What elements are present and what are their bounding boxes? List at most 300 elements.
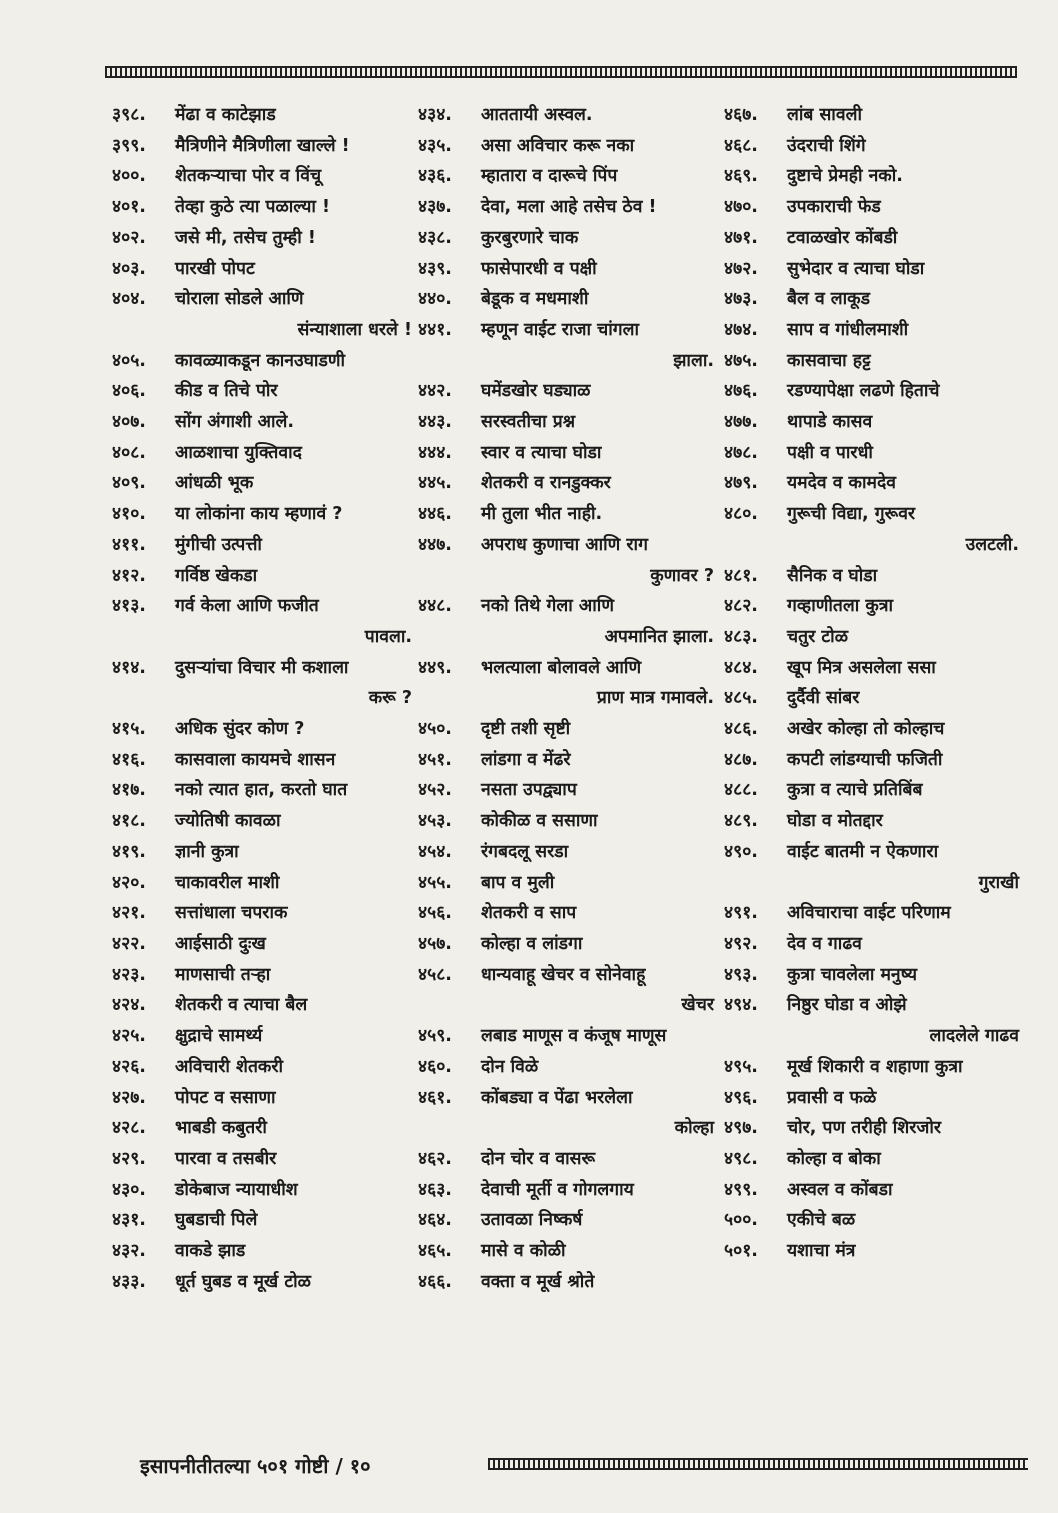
contents-entry [724, 1144, 1019, 1175]
entry-number: ४४१. [418, 319, 452, 340]
entry-number: ४६६. [418, 1271, 452, 1292]
contents-entry [724, 837, 1019, 868]
entry-title: दुष्टाचे प्रेमही नको. [787, 166, 903, 187]
entry-number: ४८४. [724, 657, 758, 678]
entry-title: दुसऱ्यांचा विचार मी कशाला [175, 657, 349, 678]
entry-number: ४५५. [418, 872, 452, 893]
contents-entry [724, 806, 1019, 837]
entry-number: ४८२. [724, 596, 758, 617]
entry-number: ४३०. [112, 1179, 146, 1200]
entry-title: मैत्रिणीने मैत्रिणीला खाल्ले ! [175, 135, 350, 156]
entry-number: ४७०. [724, 197, 758, 218]
entry-title: अविचारी शेतकरी [175, 1056, 284, 1077]
entry-title: सैनिक व घोडा [787, 565, 878, 586]
entry-number: ४२९. [112, 1148, 146, 1169]
entry-title-continuation: झाला. [673, 350, 714, 371]
contents-entry [724, 192, 1019, 223]
entry-title: उतावळा निष्कर्ष [481, 1210, 583, 1231]
contents-entry [724, 561, 1019, 592]
entry-title: लांडगा व मेंढरे [481, 749, 571, 770]
entry-number: ४५३. [418, 811, 452, 832]
contents-entry [112, 1052, 412, 1083]
entry-number: ४२८. [112, 1118, 146, 1139]
contents-entry [418, 806, 714, 837]
contents-entry [724, 929, 1019, 960]
contents-entry [418, 530, 714, 561]
entry-title: यशाचा मंत्र [787, 1241, 856, 1262]
entry-title: घमेंडखोर घड्याळ [481, 381, 591, 402]
entry-title: कोल्हा व बोका [787, 1148, 881, 1169]
entry-title: टवाळखोर कोंबडी [787, 227, 898, 248]
entry-title: कासवाला कायमचे शासन [175, 749, 336, 770]
entry-number: ४५०. [418, 719, 452, 740]
entry-number: ४६७. [724, 105, 758, 125]
entry-number: ४३४. [418, 105, 452, 125]
entry-title: म्हणून वाईट राजा चांगला [481, 319, 639, 340]
contents-entry [418, 1144, 714, 1175]
entry-title: म्हातारा व दारूचे पिंप [481, 166, 618, 187]
contents-entry [724, 775, 1019, 806]
entry-title: शेतकरी व रानडुक्कर [481, 473, 611, 494]
entry-number: ४१३. [112, 596, 146, 617]
entry-number: ४३३. [112, 1271, 146, 1292]
entry-title: वाईट बातमी न ऐकणारा [787, 841, 939, 862]
entry-number: ४१४. [112, 657, 146, 678]
entry-number: ४७८. [724, 442, 758, 463]
contents-entry [724, 960, 1019, 991]
entry-number: ४८१. [724, 565, 758, 586]
contents-entry [724, 1052, 1019, 1083]
contents-entry [724, 438, 1019, 469]
entry-title: स्वार व त्याचा घोडा [481, 442, 602, 463]
entry-title: ज्ञानी कुत्रा [175, 841, 239, 862]
entry-number: ४०२. [112, 227, 146, 248]
entry-title: आईसाठी दुःख [175, 933, 266, 954]
entry-title: नसता उपद्व्याप [481, 780, 577, 801]
contents-entry [418, 837, 714, 868]
contents-entry [724, 898, 1019, 929]
contents-entry [112, 530, 412, 561]
entry-title: यमदेव व कामदेव [787, 473, 897, 494]
entry-number: ४४३. [418, 412, 452, 433]
entry-title: माणसाची तऱ्हा [175, 964, 271, 985]
entry-title: कावळ्याकडून कानउघाडणी [175, 350, 346, 371]
entry-title: अखेर कोल्हा तो कोल्हाच [787, 719, 945, 740]
contents-entry [418, 1021, 714, 1052]
entry-title: बेडूक व मधमाशी [481, 289, 589, 310]
entry-number: ४९४. [724, 995, 758, 1016]
entry-title: गर्विष्ठ खेकडा [175, 565, 258, 586]
entry-number: ४४६. [418, 504, 452, 525]
entry-number: ४७९. [724, 473, 758, 494]
entry-number: ४४९. [418, 657, 452, 678]
contents-entry [112, 990, 412, 1021]
entry-number: ४३६. [418, 166, 452, 187]
entry-title: रडण्यापेक्षा लढणे हिताचे [787, 381, 940, 402]
entry-title: दोन चोर व वासरू [481, 1148, 596, 1169]
contents-entry [724, 1083, 1019, 1114]
entry-title: साप व गांधीलमाशी [787, 319, 909, 340]
contents-entry [724, 254, 1019, 285]
entry-number: ४२२. [112, 933, 146, 954]
entry-number: ४९२. [724, 933, 758, 954]
entry-title: मेंढा व काटेझाड [175, 105, 276, 125]
entry-number: ४८०. [724, 504, 758, 525]
entry-number: ४०१. [112, 197, 146, 218]
entry-title: कुत्रा व त्याचे प्रतिबिंब [787, 780, 923, 801]
entry-title: लबाड माणूस व कंजूष माणूस [481, 1026, 667, 1047]
entry-number: ४१८. [112, 811, 146, 832]
entry-title: बाप व मुली [481, 872, 555, 893]
contents-entry [418, 161, 714, 192]
entry-title: पारवा व तसबीर [175, 1148, 277, 1169]
entry-number: ४१६. [112, 749, 146, 770]
entry-title-continuation: करू ? [368, 688, 412, 709]
entry-number: ४७३. [724, 289, 758, 310]
contents-entry [112, 1175, 412, 1206]
entry-number: ४९०. [724, 841, 758, 862]
entry-number: ४६४. [418, 1210, 452, 1231]
contents-entry [724, 499, 1019, 530]
contents-entry [724, 315, 1019, 346]
entry-number: ३९९. [112, 135, 146, 156]
contents-entry [724, 591, 1019, 622]
contents-entry [418, 438, 714, 469]
entry-number: ४०३. [112, 258, 146, 279]
entry-title: कोंबड्या व पेंढा भरलेला [481, 1087, 633, 1108]
bottom-ornamental-border [488, 1458, 1028, 1470]
contents-entry [724, 407, 1019, 438]
contents-entry [418, 591, 714, 622]
entry-number: ४६५. [418, 1241, 452, 1262]
contents-entry [418, 929, 714, 960]
entry-number: ४२७. [112, 1087, 146, 1108]
entry-title: घुबडाची पिले [175, 1210, 258, 1231]
entry-title: देवा, मला आहे तसेच ठेव ! [481, 197, 657, 218]
entry-title: सरस्वतीचा प्रश्न [481, 412, 576, 433]
entry-title: या लोकांना काय म्हणावं ? [175, 504, 343, 525]
entry-number: ४५४. [418, 841, 452, 862]
contents-entry [112, 1021, 412, 1052]
contents-entry [112, 499, 412, 530]
entry-number: ४२६. [112, 1056, 146, 1077]
entry-title: थापाडे कासव [787, 412, 873, 433]
entry-number: ४१५. [112, 719, 146, 740]
contents-entry [112, 468, 412, 499]
entry-number: ४६२. [418, 1148, 452, 1169]
entry-title: धूर्त घुबड व मूर्ख टोळ [175, 1271, 311, 1292]
contents-entry [112, 100, 412, 131]
entry-number: ४४०. [418, 289, 452, 310]
entry-title: चाकावरील माशी [175, 872, 280, 893]
entry-title: फासेपारधी व पक्षी [481, 258, 597, 279]
entry-title: शेतकऱ्याचा पोर व विंचू [175, 166, 322, 187]
entry-number: ४८५. [724, 688, 758, 709]
contents-entry [112, 591, 412, 622]
entry-number: ४८९. [724, 811, 758, 832]
entry-number: ४५१. [418, 749, 452, 770]
entry-title-continuation: कुणावर ? [650, 565, 714, 586]
entry-title-continuation: अपमानित झाला. [604, 626, 714, 647]
contents-entry [724, 376, 1019, 407]
entry-title-continuation: प्राण मात्र गमावले. [596, 688, 714, 709]
entry-number: ४४४. [418, 442, 452, 463]
entry-title: आळशाचा युक्तिवाद [175, 442, 302, 463]
entry-number: ४४५. [418, 473, 452, 494]
entry-title: दुर्दैवी सांबर [787, 688, 860, 709]
contents-entry [724, 161, 1019, 192]
entry-title-continuation: कोल्हा [674, 1118, 714, 1139]
entry-number: ४२४. [112, 995, 146, 1016]
contents-entry [418, 898, 714, 929]
entry-title: उपकाराची फेड [787, 197, 881, 218]
entry-number: ४०६. [112, 381, 146, 402]
entry-title: गर्व केला आणि फजीत [175, 596, 319, 617]
contents-entry [112, 1205, 412, 1236]
entry-number: ४९३. [724, 964, 758, 985]
entry-title: कासवाचा हट्ट [787, 350, 871, 371]
entry-title: वक्ता व मूर्ख श्रोते [481, 1271, 595, 1292]
contents-entry [418, 1083, 714, 1114]
entry-number: ४९७. [724, 1118, 758, 1139]
entry-title: एकीचे बळ [787, 1210, 856, 1231]
contents-entry [418, 868, 714, 899]
contents-entry [112, 653, 412, 684]
contents-column-3 [724, 100, 1019, 1267]
entry-number: ४७२. [724, 258, 758, 279]
entry-number: ४३५. [418, 135, 452, 156]
entry-number: ४५९. [418, 1026, 452, 1047]
entry-number: ४०८. [112, 442, 146, 463]
entry-number: ४७१. [724, 227, 758, 248]
entry-title: चतुर टोळ [787, 626, 848, 647]
contents-entry [418, 499, 714, 530]
entry-number: ४६९. [724, 166, 758, 187]
contents-entry [112, 223, 412, 254]
entry-number: ४७७. [724, 412, 758, 433]
entry-title: दोन विळे [481, 1056, 539, 1077]
entry-title-continuation: पावला. [364, 626, 412, 647]
entry-number: ४५७. [418, 933, 452, 954]
contents-entry [112, 1144, 412, 1175]
entry-number: ४४२. [418, 381, 452, 402]
contents-entry [724, 990, 1019, 1021]
entry-number: ४७४. [724, 319, 758, 340]
entry-number: ४२३. [112, 964, 146, 985]
entry-title: पारखी पोपट [175, 258, 255, 279]
entry-number: ४३८. [418, 227, 452, 248]
entry-title: मुंगीची उत्पत्ती [175, 534, 262, 555]
contents-entry [112, 254, 412, 285]
entry-number: ४३१. [112, 1210, 146, 1231]
contents-entry [112, 929, 412, 960]
entry-number: ५००. [724, 1210, 758, 1231]
contents-column-2 [418, 100, 714, 1297]
contents-entry [418, 192, 714, 223]
entry-title: कुत्रा चावलेला मनुष्य [787, 964, 917, 985]
entry-title: अस्वल व कोंबडा [787, 1179, 893, 1200]
contents-entry [112, 1236, 412, 1267]
contents-entry [112, 837, 412, 868]
entry-title: देव व गाढव [787, 933, 862, 954]
contents-entry [112, 346, 412, 377]
contents-entry [724, 346, 1019, 377]
contents-entry [418, 315, 714, 346]
contents-entry [418, 468, 714, 499]
contents-entry [112, 192, 412, 223]
contents-entry [418, 1236, 714, 1267]
entry-number: ४६१. [418, 1087, 452, 1108]
entry-title: सत्तांधाला चपराक [175, 903, 288, 924]
contents-entry [724, 745, 1019, 776]
entry-title: मी तुला भीत नाही. [481, 504, 603, 525]
entry-title: अविचाराचा वाईट परिणाम [787, 903, 951, 924]
entry-number: ४८७. [724, 749, 758, 770]
contents-entry [112, 161, 412, 192]
contents-entry [112, 868, 412, 899]
entry-number: ४३९. [418, 258, 452, 279]
contents-entry [418, 131, 714, 162]
contents-entry [112, 1083, 412, 1114]
entry-number: ४९६. [724, 1087, 758, 1108]
entry-number: ४४७. [418, 534, 452, 555]
contents-entry [112, 376, 412, 407]
contents-entry [112, 1113, 412, 1144]
entry-title: गुरूची विद्या, गुरूवर [787, 504, 916, 525]
entry-title: खूप मित्र असलेला ससा [787, 657, 936, 678]
entry-title: आंधळी भूक [175, 473, 254, 494]
entry-number: ४००. [112, 166, 146, 187]
entry-title: अधिक सुंदर कोण ? [175, 719, 305, 740]
contents-entry [418, 745, 714, 776]
contents-entry [418, 223, 714, 254]
entry-title: नको तिथे गेला आणि [481, 596, 614, 617]
entry-number: ४६३. [418, 1179, 452, 1200]
contents-entry [418, 284, 714, 315]
entry-title: भाबडी कबुतरी [175, 1118, 267, 1139]
entry-number: ४९१. [724, 903, 758, 924]
contents-entry [418, 653, 714, 684]
contents-entry [112, 806, 412, 837]
entry-number: ४४८. [418, 596, 452, 617]
entry-title-continuation: खेचर [681, 995, 714, 1016]
entry-title: पक्षी व पारधी [787, 442, 873, 463]
contents-entry [724, 1175, 1019, 1206]
entry-number: ४०९. [112, 473, 146, 494]
entry-title-continuation: लादलेले गाढव [929, 1026, 1019, 1047]
entry-number: ४१९. [112, 841, 146, 862]
entry-title: भलत्याला बोलावले आणि [481, 657, 642, 678]
entry-number: ४८३. [724, 626, 758, 647]
entry-number: ४२१. [112, 903, 146, 924]
contents-entry [724, 468, 1019, 499]
entry-number: ५०१. [724, 1241, 758, 1262]
entry-number: ४१२. [112, 565, 146, 586]
entry-title: घोडा व मोतद्दार [787, 811, 883, 832]
entry-number: ४०४. [112, 289, 146, 310]
entry-number: ४०५. [112, 350, 146, 371]
entry-title: तेव्हा कुठे त्या पळाल्या ! [175, 197, 331, 218]
entry-title: मूर्ख शिकारी व शहाणा कुत्रा [787, 1056, 963, 1077]
entry-number: ४९८. [724, 1148, 758, 1169]
entry-title: आततायी अस्वल. [481, 105, 593, 125]
entry-title-continuation: उलटली. [965, 534, 1019, 555]
entry-title: शेतकरी व साप [481, 903, 577, 924]
entry-title: गव्हाणीतला कुत्रा [787, 596, 894, 617]
page-footer: इसापनीतीतल्या ५०१ गोष्टी / १० [140, 1454, 371, 1478]
entry-title: देवाची मूर्ती व गोगलगाय [481, 1179, 634, 1200]
entry-title: चोर, पण तरीही शिरजोर [787, 1118, 942, 1139]
entry-title: बैल व लाकूड [787, 289, 870, 310]
contents-entry [724, 1236, 1019, 1267]
contents-column-1 [112, 100, 412, 1297]
entry-title: नको त्यात हात, करतो घात [175, 780, 348, 801]
contents-entry [112, 745, 412, 776]
entry-number: ४७५. [724, 350, 758, 371]
contents-entry [418, 376, 714, 407]
contents-entry [724, 683, 1019, 714]
entry-title: क्षुद्राचे सामर्थ्य [175, 1026, 263, 1047]
entry-title: लांब सावली [787, 105, 862, 125]
entry-title: पोपट व ससाणा [175, 1087, 276, 1108]
contents-entry [112, 775, 412, 806]
entry-title: कुरबुरणारे चाक [481, 227, 579, 248]
entry-number: ४२५. [112, 1026, 146, 1047]
entry-title: असा अविचार करू नका [481, 135, 635, 156]
entry-number: ४३७. [418, 197, 452, 218]
entry-title: डोकेबाज न्यायाधीश [175, 1179, 298, 1200]
contents-entry [418, 775, 714, 806]
contents-entry [112, 561, 412, 592]
entry-number: ४५२. [418, 780, 452, 801]
entry-number: ३९८. [112, 105, 146, 125]
entry-number: ४५६. [418, 903, 452, 924]
contents-entry [418, 714, 714, 745]
entry-number: ४९९. [724, 1179, 758, 1200]
entry-number: ४११. [112, 534, 146, 555]
contents-entry [724, 131, 1019, 162]
contents-entry [724, 653, 1019, 684]
contents-entry [112, 284, 412, 315]
contents-entry [724, 100, 1019, 131]
entry-number: ४३२. [112, 1241, 146, 1262]
entry-title: सोंग अंगाशी आले. [175, 412, 294, 433]
contents-entry [418, 1205, 714, 1236]
entry-title: सुभेदार व त्याचा घोडा [787, 258, 925, 279]
entry-title: प्रवासी व फळे [787, 1087, 877, 1108]
entry-title: दृष्टी तशी सृष्टी [481, 719, 571, 740]
entry-title: कपटी लांडग्याची फजिती [787, 749, 943, 770]
contents-entry [724, 1113, 1019, 1144]
entry-number: ४०७. [112, 412, 146, 433]
contents-entry [724, 1205, 1019, 1236]
entry-number: ४६८. [724, 135, 758, 156]
entry-title: अपराध कुणाचा आणि राग [481, 534, 648, 555]
contents-entry [418, 960, 714, 991]
contents-entry [418, 407, 714, 438]
contents-entry [112, 407, 412, 438]
contents-entry [418, 1175, 714, 1206]
contents-entry [418, 1052, 714, 1083]
entry-title: वाकडे झाड [175, 1241, 246, 1262]
entry-title: धान्यवाहू खेचर व सोनेवाहू [481, 964, 646, 985]
contents-entry [112, 438, 412, 469]
contents-entry [724, 284, 1019, 315]
entry-number: ४१०. [112, 504, 146, 525]
contents-entry [724, 223, 1019, 254]
entry-title: रंगबदलू सरडा [481, 841, 569, 862]
entry-title: कोल्हा व लांडगा [481, 933, 583, 954]
